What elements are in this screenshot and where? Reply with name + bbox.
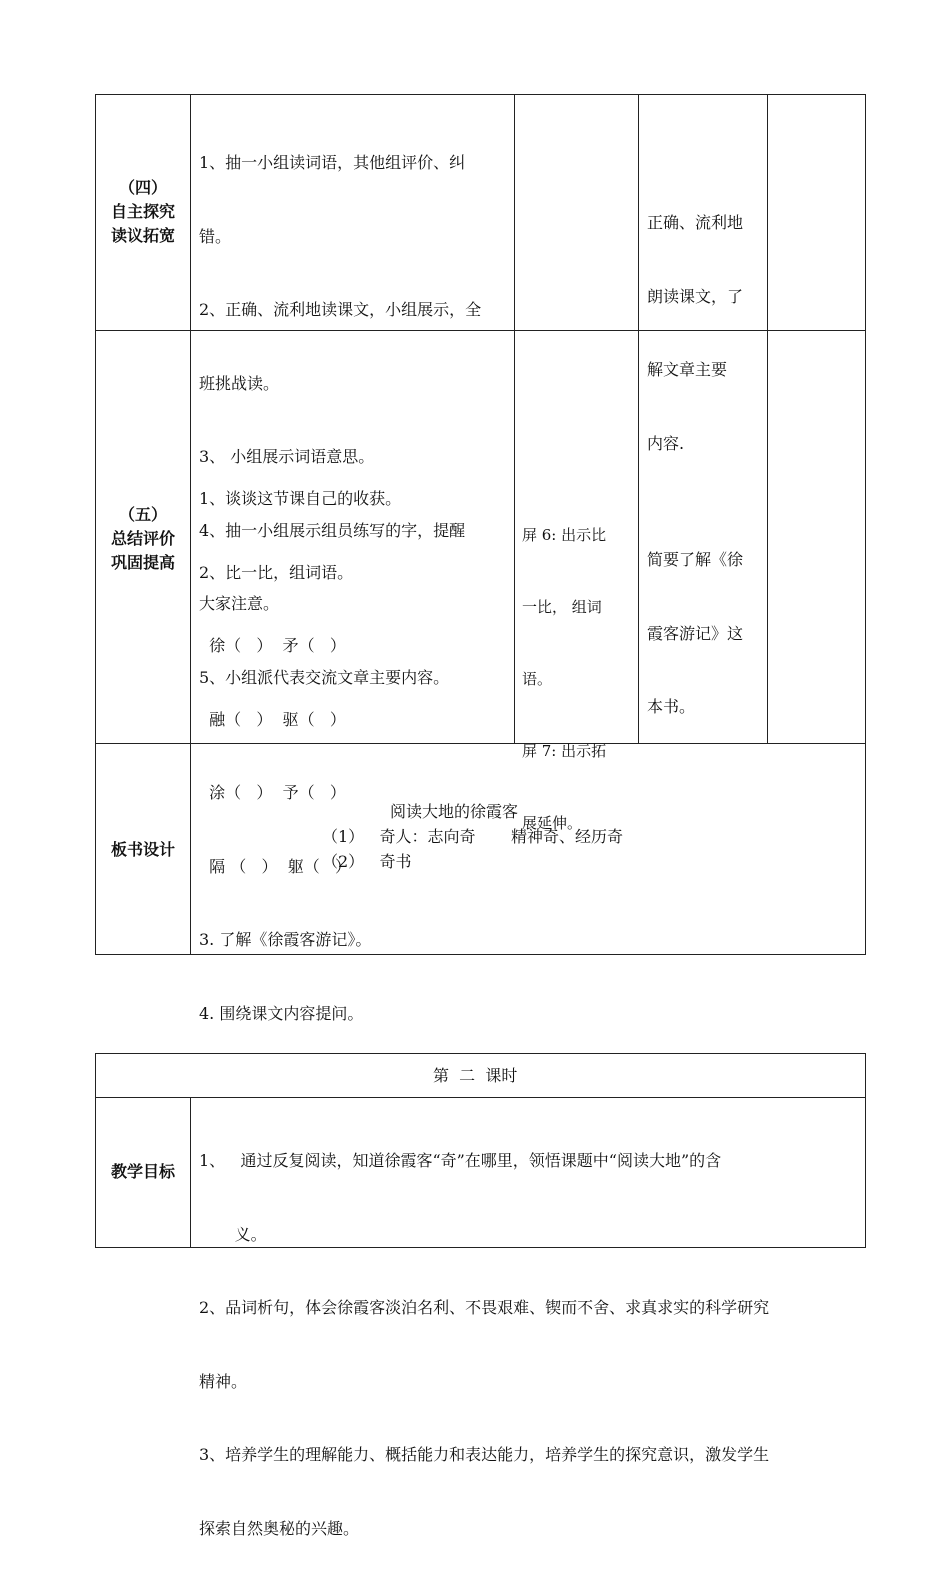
row-divider (95, 1097, 866, 1098)
activity-line: 3、 小组展示词语意思。 (199, 447, 375, 466)
activity-line: 徐（ ） 矛（ ） (199, 636, 346, 655)
activity-line: 1、谈谈这节课自己的收获。 (199, 489, 402, 508)
activity-line: 1、抽一小组读词语，其他组评价、纠 (199, 153, 466, 172)
row4-heading-line: 读议拓宽 (110, 226, 175, 245)
goal-line: 正确、流利地 (647, 213, 744, 232)
column-divider (190, 1097, 191, 1248)
board-title: 阅读大地的徐霞客 (390, 802, 519, 821)
board-heading (97, 838, 189, 862)
activity-line: 班挑战读。 (199, 373, 280, 393)
media-line: 屏 7: 出示拓 (522, 742, 607, 760)
objective-line: 2、品词析句，体会徐霞客淡泊名利、不畏艰难、锲而不舍、求真求实的科学研究 (199, 1298, 770, 1317)
goal-line: 朗读课文，了 (647, 286, 744, 306)
activity-line: 错。 (199, 226, 232, 246)
goal-line: 解文章主要 (647, 360, 728, 379)
row4-heading (97, 176, 189, 248)
activity-line: 大家注意。 (199, 594, 280, 613)
activity-line: 隔 （ ） 躯（ ） (199, 856, 351, 876)
row5-media (522, 475, 606, 883)
row5-heading (97, 503, 189, 575)
activity-line: 5、小组派代表交流文章主要内容。 (199, 667, 450, 687)
objectives-heading (97, 1160, 189, 1184)
row4-heading-line: （四） (118, 178, 167, 197)
row4-heading-line: 自主探究 (110, 202, 175, 221)
goal-line: 简要了解《徐 (647, 550, 744, 569)
objectives-list (199, 1100, 769, 1590)
objectives-heading-text: 教学目标 (110, 1162, 175, 1181)
board-line: （2） 奇书 (322, 852, 412, 871)
media-line: 语。 (522, 670, 553, 688)
objective-line: 探索自然奥秘的兴趣。 (199, 1518, 360, 1538)
board-line: （1） 奇人：志向奇 精神奇、经历奇 (322, 827, 624, 846)
row4-goal (647, 162, 743, 505)
activity-line: 融（ ） 驱（ ） (199, 709, 346, 729)
goal-line: 霞客游记》这 (647, 623, 744, 643)
board-heading-text: 板书设计 (110, 840, 175, 859)
media-line: 一比， 组词 (522, 598, 602, 616)
objective-line: 精神。 (199, 1371, 248, 1391)
activity-line: 涂（ ） 予（ ） (199, 783, 346, 802)
row5-heading-line: 巩固提高 (110, 553, 175, 572)
column-divider (190, 94, 191, 955)
row5-heading-line: 总结评价 (110, 529, 175, 548)
activity-line: 2、比一比，组词语。 (199, 562, 354, 582)
column-divider (514, 94, 515, 744)
activity-line: 3. 了解《徐霞客游记》。 (199, 930, 372, 949)
lesson-period-title: 第 二 课时 (433, 1066, 518, 1085)
objective-line: 1、 通过反复阅读，知道徐霞客“奇”在哪里，领悟课题中“阅读大地”的含 (199, 1151, 722, 1170)
row5-goal (647, 499, 743, 769)
media-line: 屏 6: 出示比 (522, 526, 607, 544)
objective-line: 义。 (199, 1224, 267, 1244)
objective-line: 3、培养学生的理解能力、概括能力和表达能力，培养学生的探究意识，激发学生 (199, 1445, 770, 1464)
goal-line: 本书。 (647, 697, 696, 716)
media-line: 展延伸。 (522, 814, 583, 832)
column-divider (638, 94, 639, 744)
column-divider (767, 94, 768, 744)
row5-heading-line: （五） (118, 505, 167, 524)
goal-line: 内容. (647, 433, 685, 453)
activity-line: 2、正确、流利地读课文，小组展示，全 (199, 300, 482, 319)
activity-line: 4. 围绕课文内容提问。 (199, 1003, 364, 1023)
row5-activities (199, 438, 401, 1075)
activity-line: 4、抽一小组展示组员练写的字，提醒 (199, 520, 466, 540)
